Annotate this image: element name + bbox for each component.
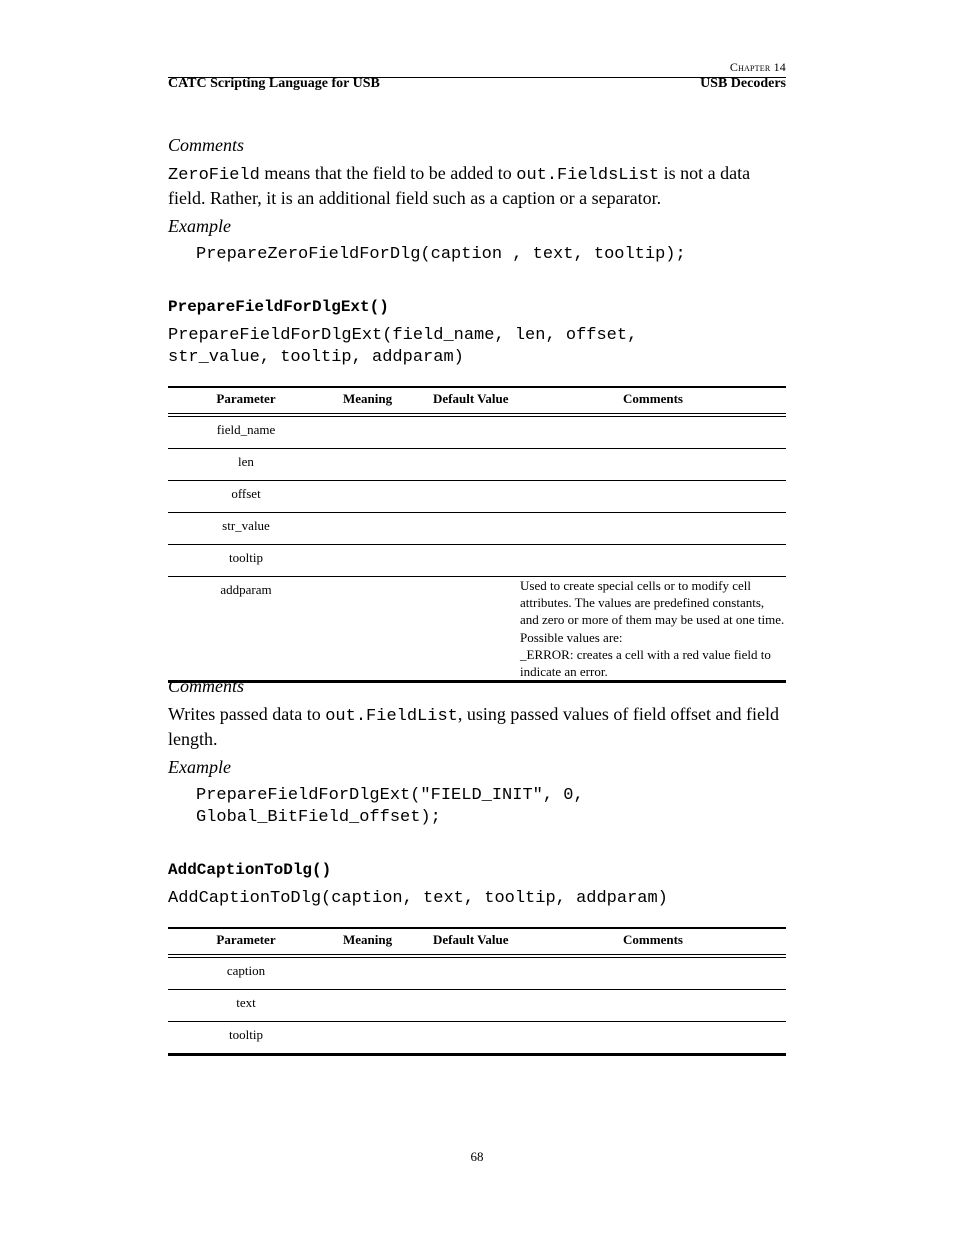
comments-cell <box>520 481 786 513</box>
column-header: Parameter <box>216 932 276 947</box>
column-header: Parameter <box>216 391 276 406</box>
meaning-cell <box>324 545 433 577</box>
meaning-cell <box>324 449 433 481</box>
table-row <box>168 577 786 682</box>
meaning-cell <box>324 577 433 682</box>
default-cell <box>433 449 520 481</box>
table-row <box>168 545 786 577</box>
parameter-table <box>168 386 786 683</box>
comments-cell <box>520 513 786 545</box>
param-cell: addparam <box>168 577 324 682</box>
comments-cell <box>520 1022 786 1055</box>
comments-paragraph <box>168 162 786 209</box>
table-row <box>168 1022 786 1055</box>
inline-code: out.FieldList <box>325 707 458 726</box>
comments-paragraph <box>168 703 786 750</box>
chapter-label: Chapter 14 <box>729 60 786 74</box>
param-cell: offset <box>168 481 324 513</box>
meaning-cell <box>324 481 433 513</box>
example-code: PrepareZeroFieldForDlg(caption , text, tooltip); <box>196 245 686 264</box>
column-header: Meaning <box>343 391 393 406</box>
comments-label: Comments <box>168 676 244 696</box>
table-row <box>168 990 786 1022</box>
column-header: Default Value <box>433 932 509 947</box>
function-heading: AddCaptionToDlg() <box>168 861 332 879</box>
param-cell: text <box>168 990 324 1022</box>
param-cell: tooltip <box>168 545 324 577</box>
param-cell: str_value <box>168 513 324 545</box>
column-header: Meaning <box>343 932 393 947</box>
function-signature: PrepareFieldForDlgExt(field_name, len, offset, str_value, tooltip, addparam) <box>168 326 638 367</box>
comments-cell <box>520 415 786 449</box>
comments-text: means that the field to be added to <box>259 163 517 183</box>
column-header: Comments <box>623 391 683 406</box>
default-cell <box>433 990 520 1022</box>
inline-code: out.FieldsList <box>516 166 660 185</box>
default-cell <box>433 956 520 990</box>
param-cell: len <box>168 449 324 481</box>
table-row <box>168 415 786 449</box>
default-cell <box>433 1022 520 1055</box>
param-cell: field_name <box>168 415 324 449</box>
comments-cell: Used to create special cells or to modify cell attributes. The values are predefined constants, and zero or more of them may be used at one time. Possible values are: _ERROR: creates a cell with a red value field to indicate an error. <box>520 577 786 682</box>
param-cell: caption <box>168 956 324 990</box>
function-heading: PrepareFieldForDlgExt() <box>168 298 389 316</box>
param-cell: tooltip <box>168 1022 324 1055</box>
table-row <box>168 513 786 545</box>
comments-text: Writes passed data to <box>168 704 326 724</box>
comments-label: Comments <box>168 135 244 155</box>
page-number: 68 <box>470 1149 484 1164</box>
table-row <box>168 449 786 481</box>
default-cell <box>433 481 520 513</box>
column-header: Default Value <box>433 391 509 406</box>
table-row <box>168 956 786 990</box>
example-label: Example <box>168 757 231 777</box>
meaning-cell <box>324 415 433 449</box>
default-cell <box>433 513 520 545</box>
comments-text: , using passed values of field offset and field length. <box>168 704 779 749</box>
default-cell <box>433 545 520 577</box>
comments-cell <box>520 956 786 990</box>
example-label: Example <box>168 216 231 236</box>
comments-cell <box>520 990 786 1022</box>
default-cell <box>433 577 520 682</box>
example-code: PrepareFieldForDlgExt("FIELD_INIT", 0, Global_BitField_offset); <box>196 786 584 827</box>
column-header: Comments <box>623 932 683 947</box>
running-header-left: CATC Scripting Language for USB <box>168 76 380 91</box>
default-cell <box>433 415 520 449</box>
comments-cell <box>520 545 786 577</box>
function-signature: AddCaptionToDlg(caption, text, tooltip, addparam) <box>168 889 668 908</box>
meaning-cell <box>324 956 433 990</box>
parameter-table <box>168 927 786 1056</box>
inline-code: ZeroField <box>168 166 260 185</box>
table-row <box>168 481 786 513</box>
meaning-cell <box>324 990 433 1022</box>
header-rule <box>168 77 786 78</box>
running-header-right: USB Decoders <box>700 76 786 91</box>
comments-cell <box>520 449 786 481</box>
comments-text: is not a data field. Rather, it is an additional field such as a caption or a separator. <box>168 163 751 208</box>
meaning-cell <box>324 1022 433 1055</box>
meaning-cell <box>324 513 433 545</box>
